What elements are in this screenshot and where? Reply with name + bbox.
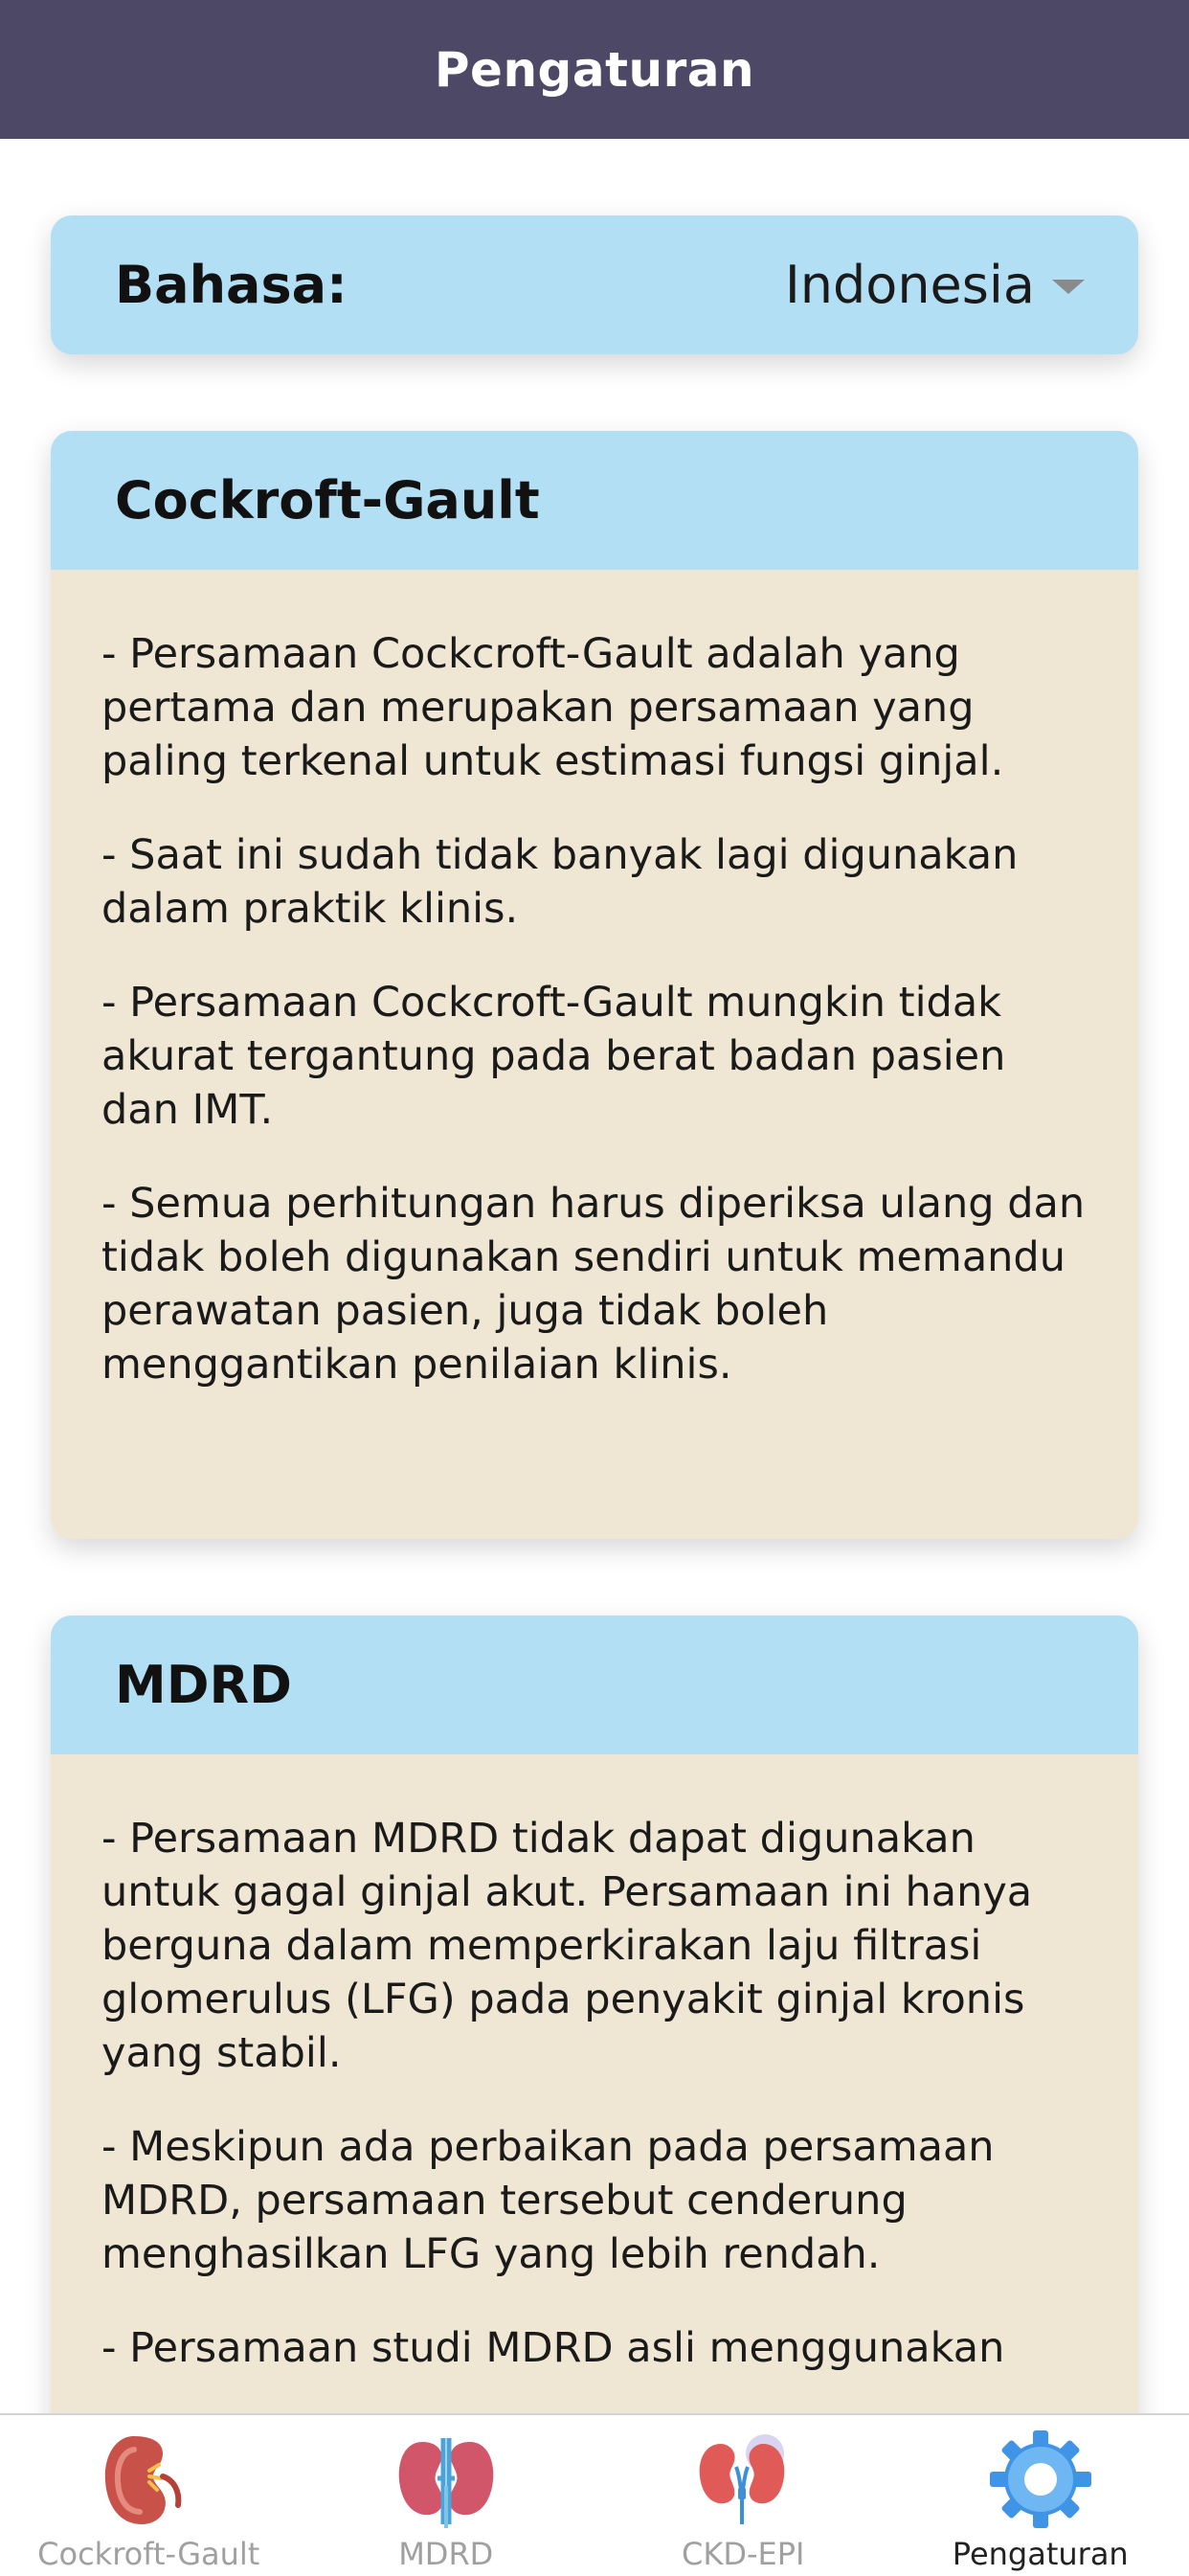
kidneys-filter-icon	[690, 2429, 796, 2530]
mdrd-card	[51, 1616, 1138, 2413]
settings-scroll-area[interactable]	[0, 139, 1189, 2413]
kidney-icon	[96, 2429, 201, 2530]
info-paragraph: - Persamaan Cockcroft-Gault adalah yang pertama dan merupakan persamaan yang paling terkenal untuk estimasi fungsi ginjal.	[101, 627, 1090, 788]
card-body	[51, 1754, 1138, 2413]
tab-label: MDRD	[398, 2536, 493, 2572]
card-body	[51, 570, 1138, 1449]
card-header	[51, 431, 1138, 570]
language-selected-value: Indonesia	[785, 255, 1035, 315]
tab-pengaturan[interactable]	[892, 2415, 1189, 2576]
chevron-down-icon	[1052, 280, 1085, 294]
info-paragraph: - Semua perhitungan harus diperiksa ulang dan tidak boleh digunakan sendiri untuk memandu perawatan pasien, juga tidak boleh menggantikan penilaian klinis.	[101, 1177, 1090, 1391]
kidneys-pair-icon	[393, 2429, 499, 2530]
language-card	[51, 215, 1138, 354]
language-label: Bahasa:	[115, 255, 348, 315]
info-paragraph: - Persamaan Cockcroft-Gault mungkin tidak akurat tergantung pada berat badan pasien dan IMT.	[101, 976, 1090, 1137]
bottom-tab-bar	[0, 2413, 1189, 2576]
tab-mdrd[interactable]	[298, 2415, 595, 2576]
tab-label: CKD-EPI	[682, 2536, 804, 2572]
tab-label: Cockroft-Gault	[37, 2536, 259, 2572]
info-paragraph: - Persamaan studi MDRD asli menggunakan	[101, 2321, 1090, 2375]
card-title: Cockroft-Gault	[115, 470, 540, 531]
card-title: MDRD	[115, 1655, 292, 1715]
tab-cockroft-gault[interactable]	[0, 2415, 298, 2576]
cockroft-gault-card	[51, 431, 1138, 1539]
gear-icon	[988, 2429, 1093, 2530]
page-title: Pengaturan	[435, 42, 754, 98]
card-header	[51, 1616, 1138, 1754]
language-select[interactable]	[785, 255, 1085, 315]
info-paragraph: - Saat ini sudah tidak banyak lagi digunakan dalam praktik klinis.	[101, 828, 1090, 936]
tab-ckd-epi[interactable]	[594, 2415, 892, 2576]
info-paragraph: - Meskipun ada perbaikan pada persamaan MDRD, persamaan tersebut cenderung menghasilkan LFG yang lebih rendah.	[101, 2120, 1090, 2281]
tab-label: Pengaturan	[953, 2536, 1129, 2572]
top-bar	[0, 0, 1189, 139]
info-paragraph: - Persamaan MDRD tidak dapat digunakan untuk gagal ginjal akut. Persamaan ini hanya berguna dalam memperkirakan laju filtrasi glomerulus (LFG) pada penyakit ginjal kronis yang stabil.	[101, 1812, 1090, 2080]
